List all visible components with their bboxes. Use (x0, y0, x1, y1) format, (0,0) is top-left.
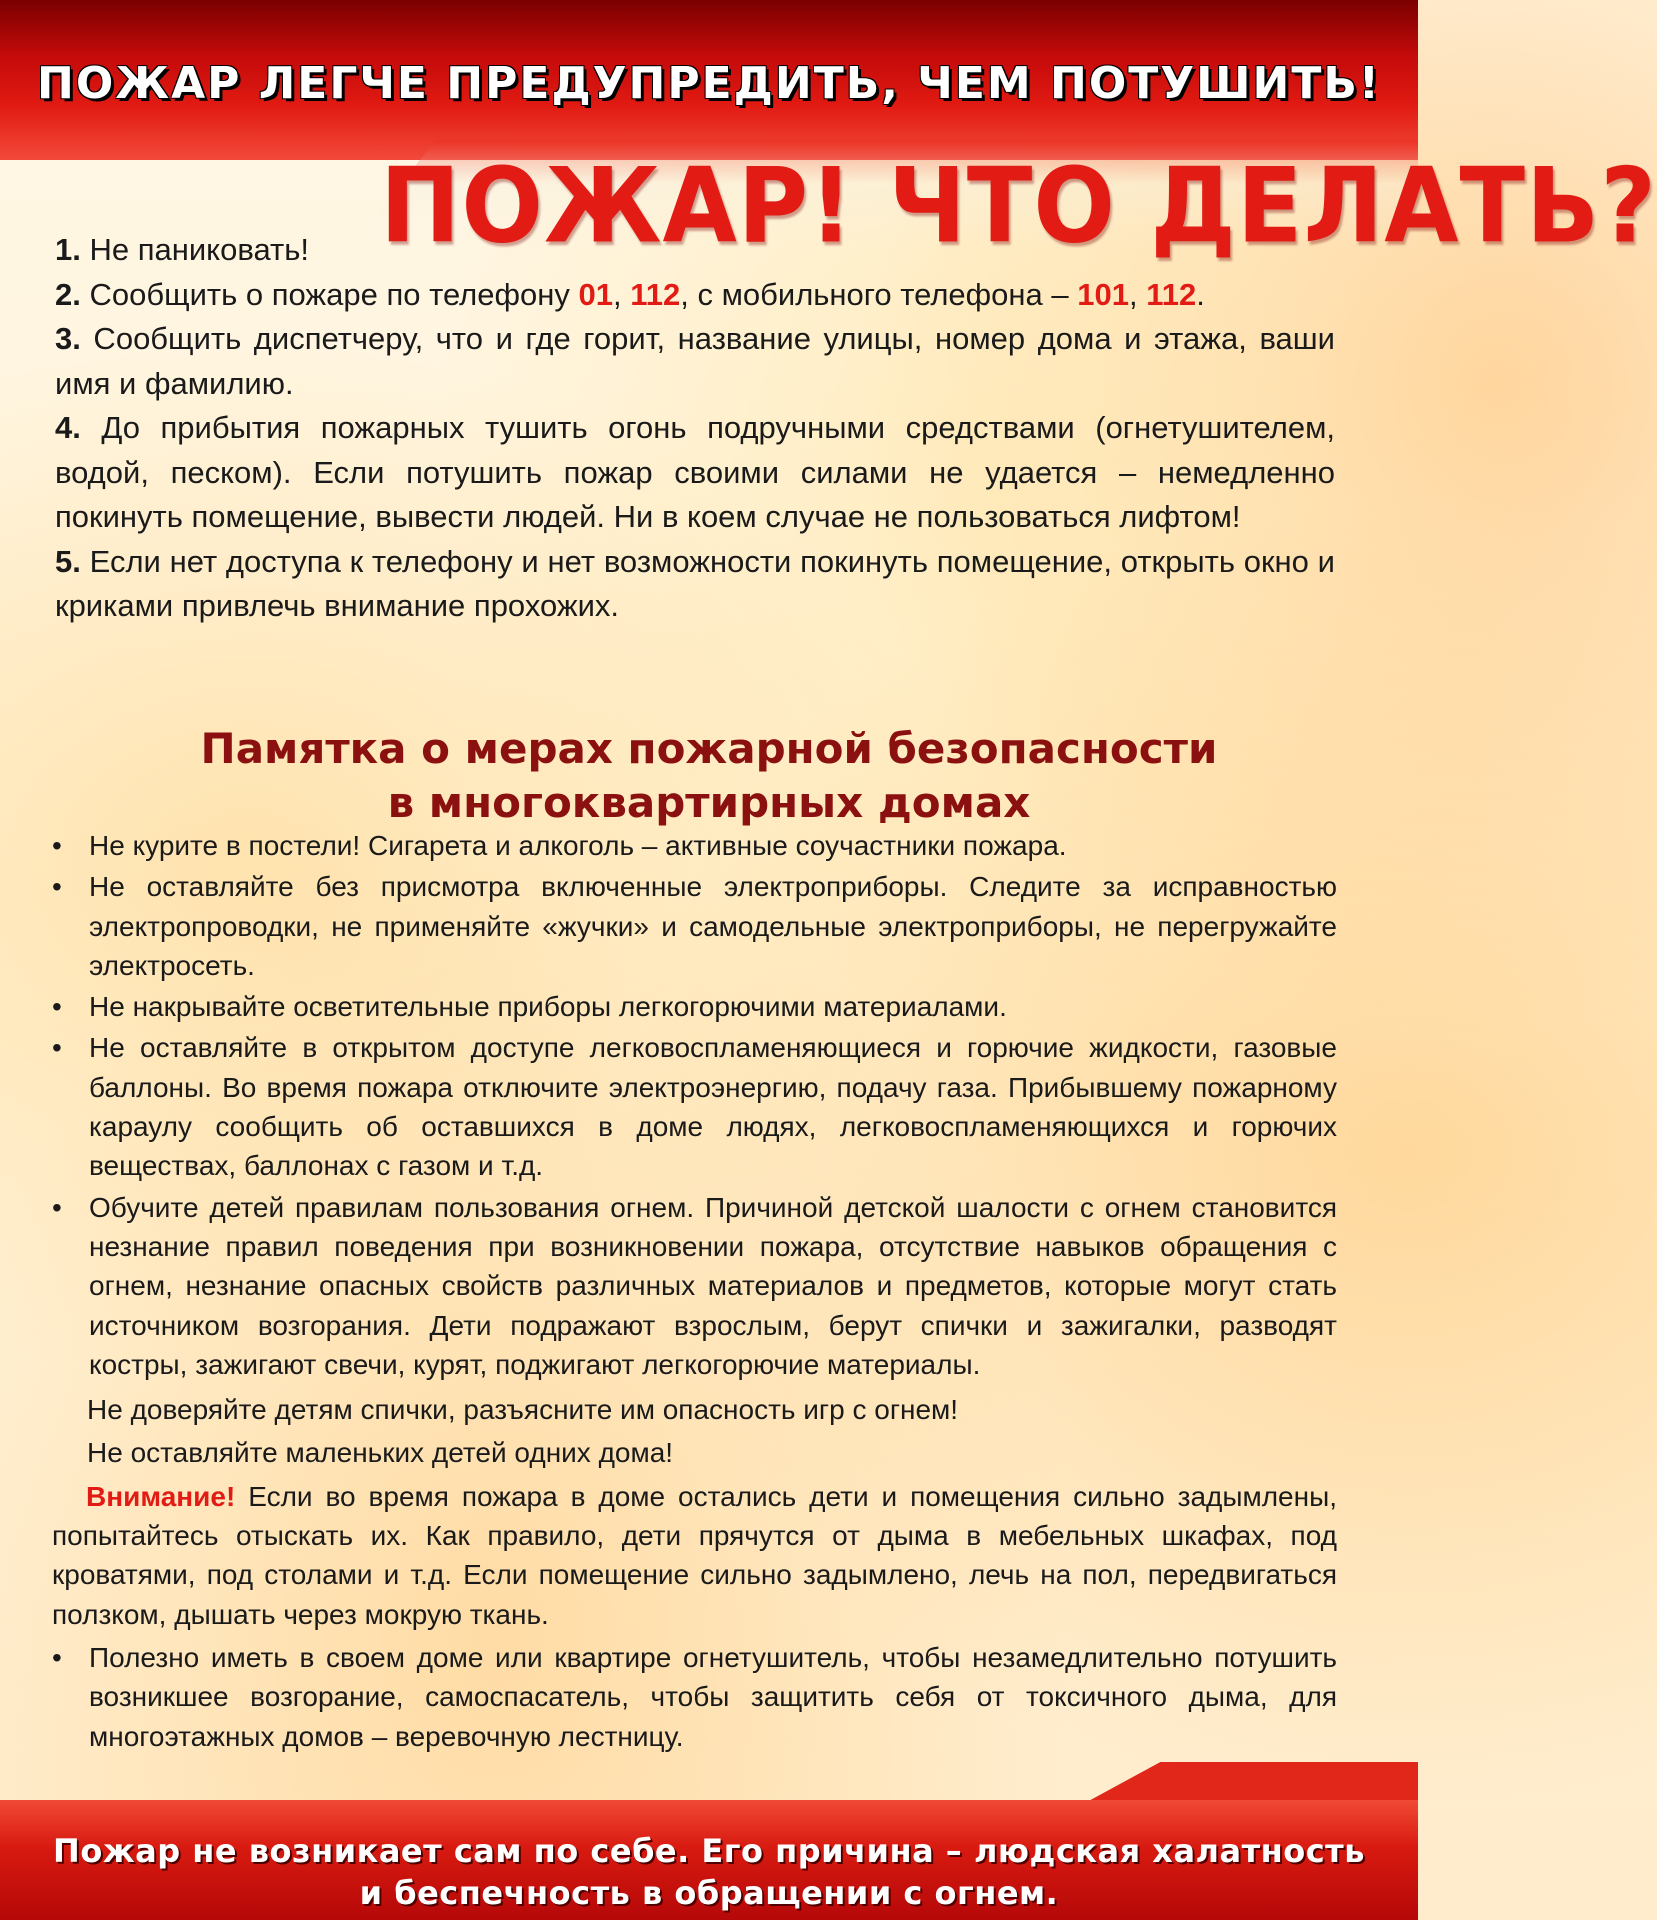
list-item-text: Не курите в постели! Сигарета и алкоголь – активные соучастники пожара. (89, 830, 1067, 861)
step-3 (55, 317, 1335, 406)
warning-paragraph (52, 1477, 1337, 1634)
list-item (52, 867, 1337, 985)
memo-title-line-2: в многоквартирных домах (387, 778, 1031, 827)
list-item (52, 1188, 1337, 1384)
list-item (52, 1028, 1337, 1185)
step-text: Если нет доступа к телефону и нет возможности покинуть помещение, открыть окно и криками привлечь внимание прохожих. (55, 543, 1335, 623)
top-slogan: ПОЖАР ЛЕГЧЕ ПРЕДУПРЕДИТЬ, ЧЕМ ПОТУШИТЬ! (37, 58, 1381, 109)
list-item (52, 1638, 1337, 1756)
warning-text: Если во время пожара в доме остались дети и помещения сильно задымлены, попытайтесь отыскать их. Как правило, дети прячутся от дыма в мебельных шкафах, под кроватями, под столами и т.д. Если помещение сильно задымлено, лечь на пол, передвигаться ползком, дышать через мокрую ткань. (52, 1480, 1337, 1630)
step-4 (55, 406, 1335, 540)
footer-line-1: Пожар не возникает сам по себе. Его причина – людская халатность (53, 1832, 1365, 1870)
page-title: ПОЖАР! ЧТО ДЕЛАТЬ? (380, 145, 1657, 267)
step-text: Сообщить о пожаре по телефону (80, 276, 579, 312)
bullet-icon: • (52, 1032, 62, 1064)
step-2 (55, 273, 1335, 318)
steps-list (55, 228, 1335, 629)
step-number: 3. (55, 321, 81, 356)
memo-title-line-1: Памятка о мерах пожарной безопасности (200, 724, 1218, 773)
bullet-icon: • (52, 1641, 62, 1673)
list-item (52, 826, 1337, 865)
memo-list (52, 826, 1337, 1758)
list-item-text: Не оставляйте без присмотра включенные электроприборы. Следите за исправностью электропроводки, не применяйте «жучки» и самодельные электроприборы, не перегружайте электросеть. (89, 871, 1337, 981)
list-item-text: Не оставляйте в открытом доступе легковоспламеняющиеся и горючие жидкости, газовые баллоны. Во время пожара отключите электроэнергию, подачу газа. Прибывшему пожарному караулу сообщить об оставшихся в доме людях, легковоспламеняющихся и горючих веществах, баллонах с газом и т.д. (89, 1032, 1337, 1182)
step-text: , с мобильного телефона – (680, 276, 1078, 312)
list-item-text: Не накрывайте осветительные приборы легкогорючими материалами. (89, 991, 1007, 1023)
list-item (52, 987, 1337, 1026)
step-1 (55, 228, 1335, 273)
separator: , (1128, 276, 1147, 312)
list-item-text: Полезно иметь в своем доме или квартире огнетушитель, чтобы незамедлительно потушить возникшее возгорание, самоспасатель, чтобы защитить себя от токсичного дыма, для многоэтажных домов – веревочную лестницу. (89, 1641, 1337, 1752)
list-item-text: Обучите детей правилам пользования огнем. Причиной детской шалости с огнем становится незнание правил поведения при возникновении пожара, отсутствие навыков обращения с огнем, незнание опасных свойств различных материалов и предметов, которые могут стать источником возгорания. Дети подражают взрослым, берут спички и зажигалки, разводят костры, зажигают свечи, курят, поджигают легкогорючие материалы. (89, 1191, 1337, 1380)
phone-number: 112 (630, 276, 681, 312)
step-text: Сообщить диспетчеру, что и где горит, название улицы, номер дома и этажа, ваши имя и фамилию. (55, 321, 1335, 401)
child-safety-note: Не доверяйте детям спички, разъясните им опасность игр с огнем! (87, 1394, 959, 1426)
bullet-icon: • (52, 991, 62, 1023)
phone-number: 101 (1077, 276, 1129, 312)
step-number: 5. (55, 543, 81, 579)
separator: , (612, 276, 631, 312)
step-number: 2. (55, 276, 81, 312)
warning-label: Внимание! (86, 1480, 236, 1512)
step-5 (55, 540, 1335, 629)
step-text: До прибытия пожарных тушить огонь подручными средствами (огнетушителем, водой, песком). Если потушить пожар своими силами не удается – немедленно покинуть помещение, вывести людей. Ни в коем случае не пользоваться лифтом! (55, 410, 1335, 534)
footer-line-2: и беспечность в обращении с огнем. (359, 1874, 1059, 1912)
step-text: Не паниковать! (80, 232, 309, 267)
step-end: . (1196, 276, 1205, 312)
bullet-icon: • (52, 830, 62, 861)
child-safety-note: Не оставляйте маленьких детей одних дома! (87, 1437, 674, 1469)
step-number: 4. (55, 410, 81, 445)
bullet-icon: • (52, 1191, 62, 1223)
phone-number: 112 (1146, 276, 1197, 312)
step-number: 1. (55, 232, 81, 267)
bullet-icon: • (52, 871, 62, 903)
footer-slogan (0, 1830, 1418, 1914)
phone-number: 01 (578, 276, 613, 312)
memo-title (0, 722, 1418, 830)
